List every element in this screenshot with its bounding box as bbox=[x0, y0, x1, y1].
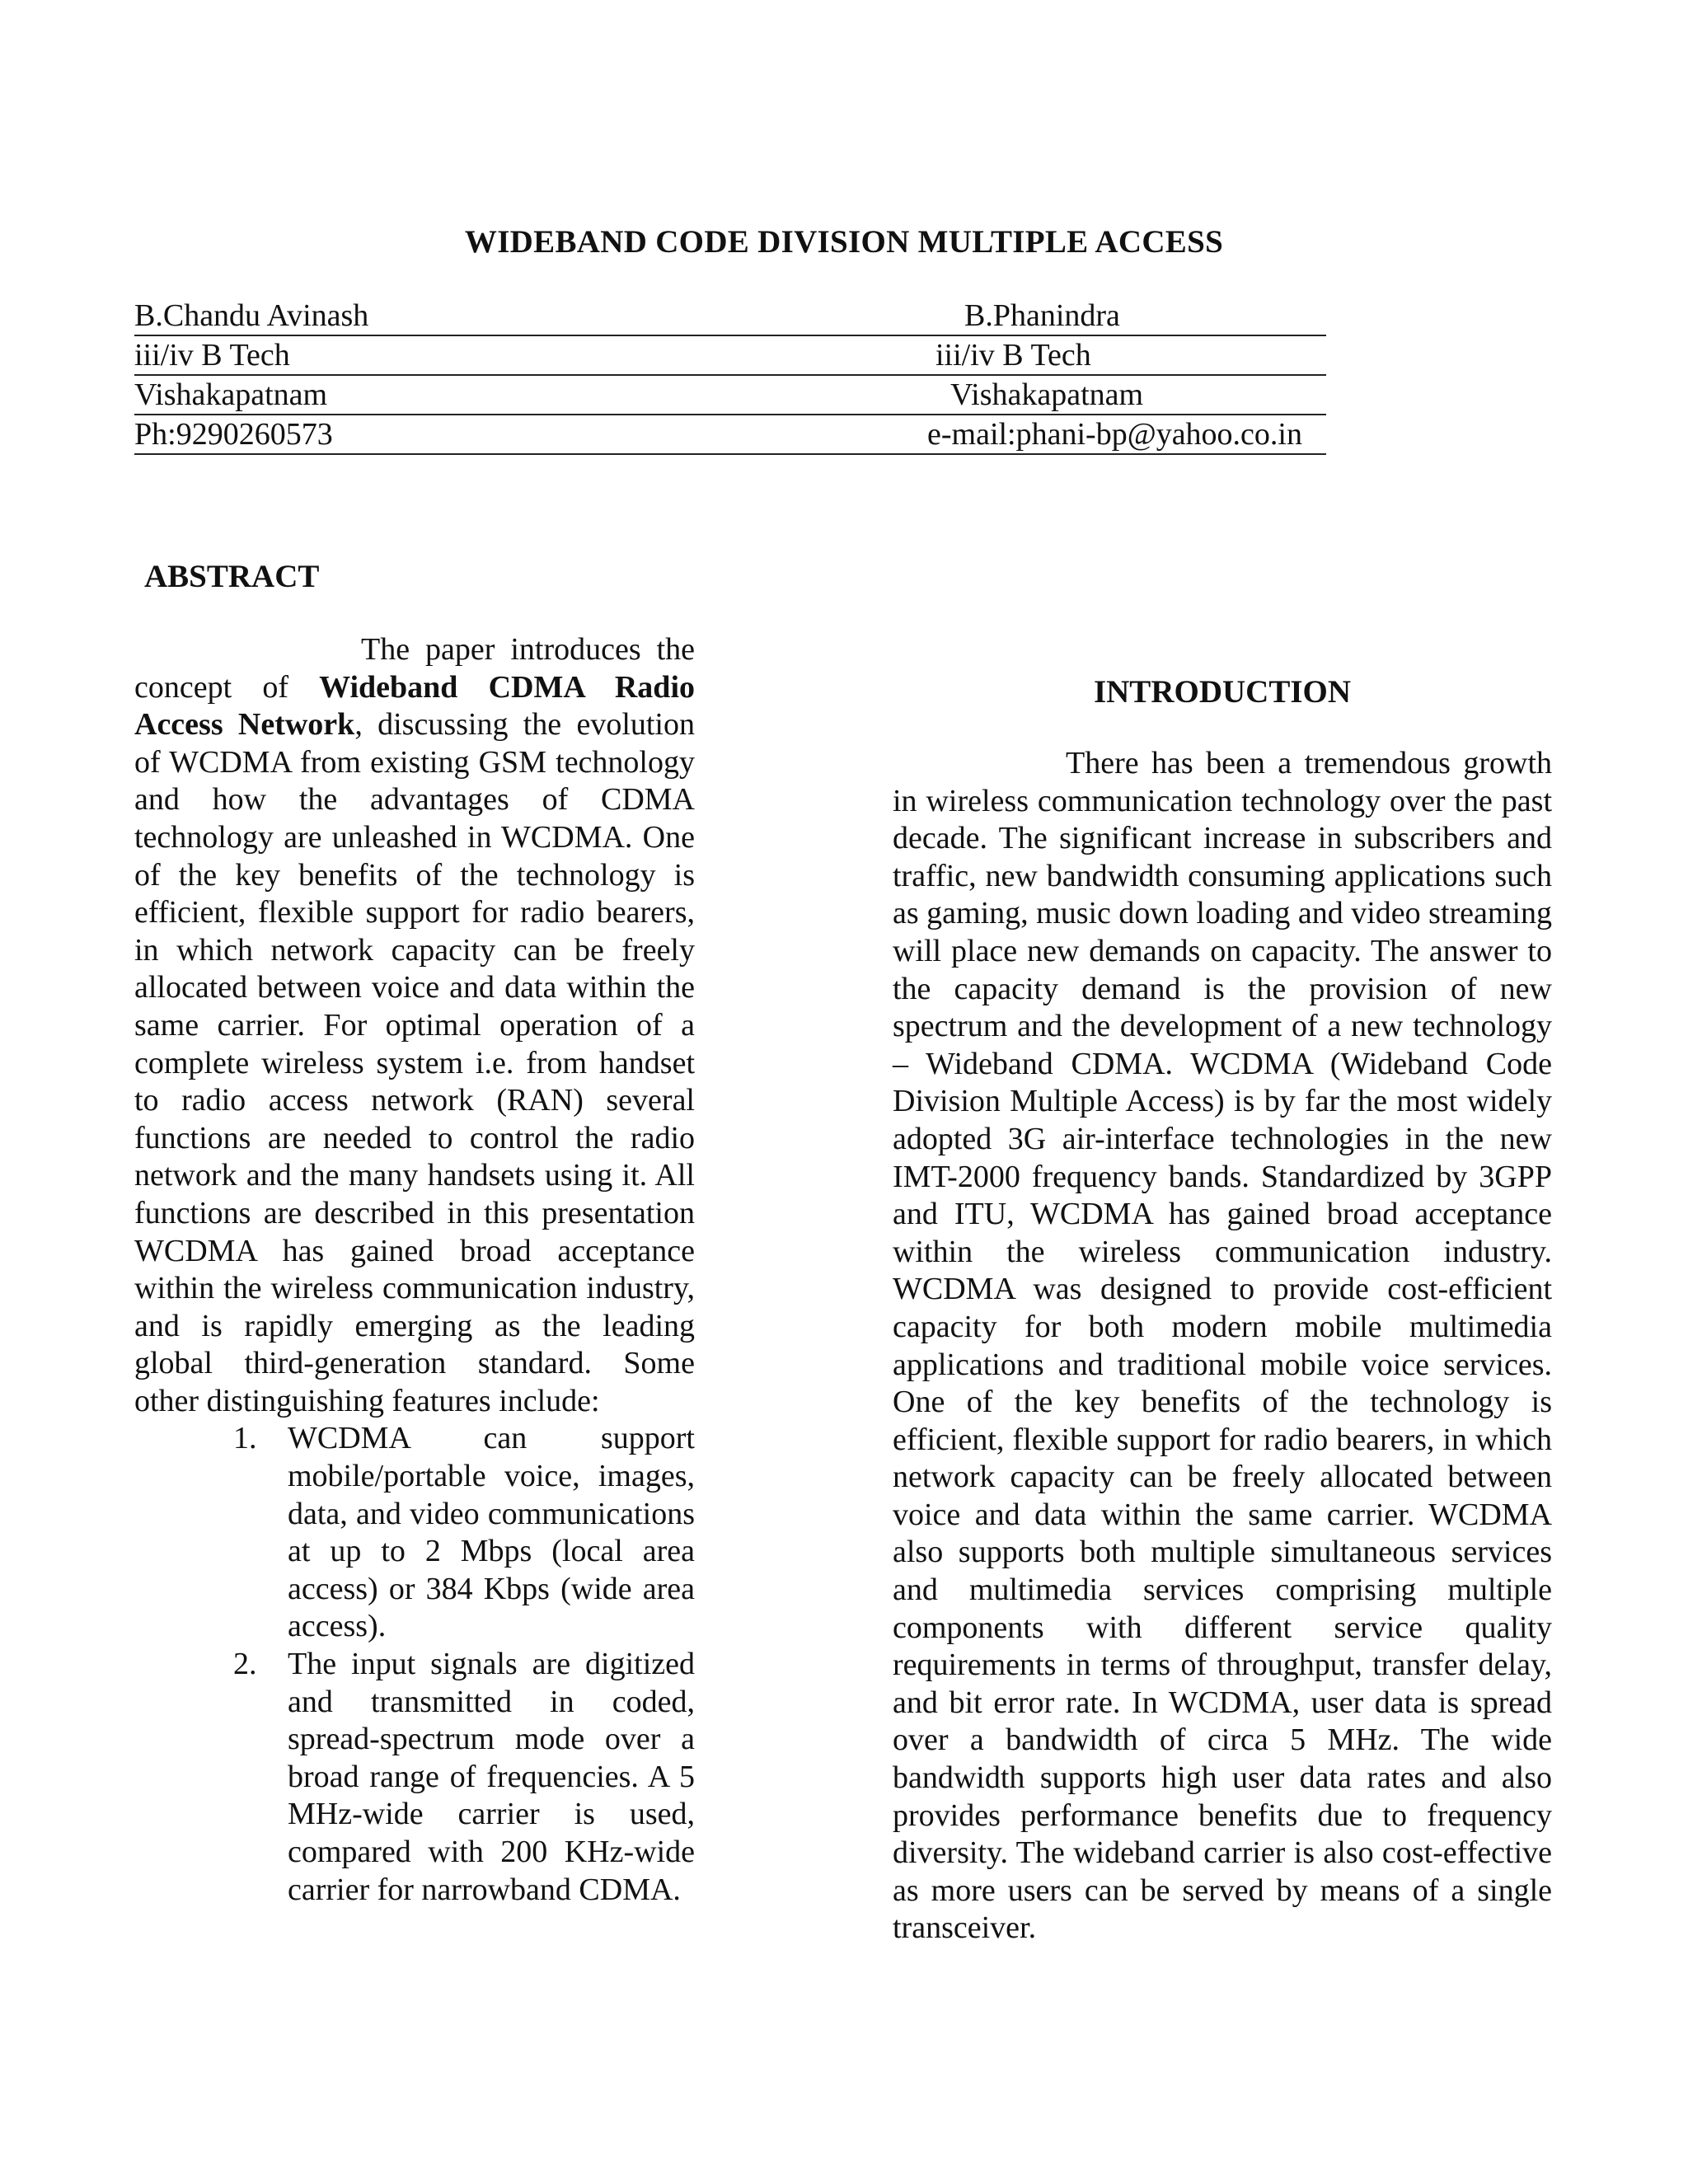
list-item-text: The input signals are digitized and transmitted in coded, spread-spectrum mode over a broad range of frequencies. A 5 MHz-wide carrier is used, compared with 200 KHz-wide carrier for narrowband CDMA. bbox=[288, 1647, 695, 1907]
author-row bbox=[134, 336, 1326, 376]
list-item bbox=[134, 1646, 695, 1909]
introduction-paragraph: There has been a tremendous growth in wireless communication technology over the past decade. The significant increase in subscribers and traffic, new bandwidth consuming applications such as gaming, music down loading and video streaming will place new demands on capacity. The answer to the capacity demand is the provision of new spectrum and the development of a new technology – Wideband CDMA. WCDMA (Wideband Code Division Multiple Access) is by far the most widely adopted 3G air-interface technologies in the new IMT-2000 frequency bands. Standardized by 3GPP and ITU, WCDMA has gained broad acceptance within the wireless communication industry. WCDMA was designed to provide cost-efficient capacity for both modern mobile multimedia applications and traditional mobile voice services. One of the key benefits of the technology is efficient, flexible support for radio bearers, in which network capacity can be freely allocated between voice and data within the same carrier. WCDMA also supports both multiple simultaneous services and multimedia services comprising multiple components with different service quality requirements in terms of throughput, transfer delay, and bit error rate. In WCDMA, user data is spread over a bandwidth of circa 5 MHz. The wide bandwidth supports high user data rates and also provides performance benefits due to frequency diversity. The wideband carrier is also cost-effective as more users can be served by means of a single transceiver. bbox=[893, 746, 1552, 1946]
author-2-name: B.Phanindra bbox=[964, 298, 1120, 333]
author-2-city: Vishakapatnam bbox=[950, 377, 1144, 412]
abstract-text-end: , discussing the evolution of WCDMA from existing GSM technology and how the advantages of CDMA technology are unleashed in WCDMA. One of the key benefits of the technology is efficient, flexible support for radio bearers, in which network capacity can be freely allocated between voice and data within the same carrier. For optimal operation of a complete wireless system i.e. from handset to radio access network (RAN) several functions are needed to control the radio network and the many handsets using it. All functions are described in this presentation WCDMA has gained broad acceptance within the wireless communication industry, and is rapidly emerging as the leading global third-generation standard. Some other distinguishing features include: bbox=[134, 707, 695, 1418]
author-1-name: B.Chandu Avinash bbox=[134, 298, 369, 333]
abstract-text-start: The paper introduces the concept of bbox=[134, 632, 695, 705]
author-row bbox=[134, 415, 1326, 455]
paper-title: WIDEBAND CODE DIVISION MULTIPLE ACCESS bbox=[464, 224, 1224, 260]
introduction-heading: INTRODUCTION bbox=[1093, 674, 1352, 710]
author-2-email: e-mail:phani-bp@yahoo.co.in bbox=[927, 417, 1302, 452]
author-row bbox=[134, 297, 1326, 336]
list-item bbox=[134, 1420, 695, 1646]
abstract-column bbox=[134, 631, 695, 1909]
list-item-number: 2. bbox=[233, 1647, 257, 1682]
author-row bbox=[134, 376, 1326, 415]
feature-list bbox=[134, 1420, 695, 1909]
author-2-year: iii/iv B Tech bbox=[935, 338, 1091, 373]
introduction-column bbox=[893, 745, 1552, 1947]
author-1-city: Vishakapatnam bbox=[134, 377, 328, 412]
author-block bbox=[134, 297, 1326, 455]
list-item-text: WCDMA can support mobile/portable voice, images, data, and video communications at up to 2 Mbps (local area access) or 384 Kbps (wide area access). bbox=[288, 1421, 695, 1644]
abstract-paragraph bbox=[134, 631, 695, 1420]
author-1-phone: Ph:9290260573 bbox=[134, 417, 333, 452]
author-1-year: iii/iv B Tech bbox=[134, 338, 290, 373]
abstract-bold-term: Wideband CDMA Radio Access Network bbox=[134, 669, 695, 743]
list-item-number: 1. bbox=[233, 1421, 257, 1456]
abstract-heading: ABSTRACT bbox=[144, 559, 320, 594]
